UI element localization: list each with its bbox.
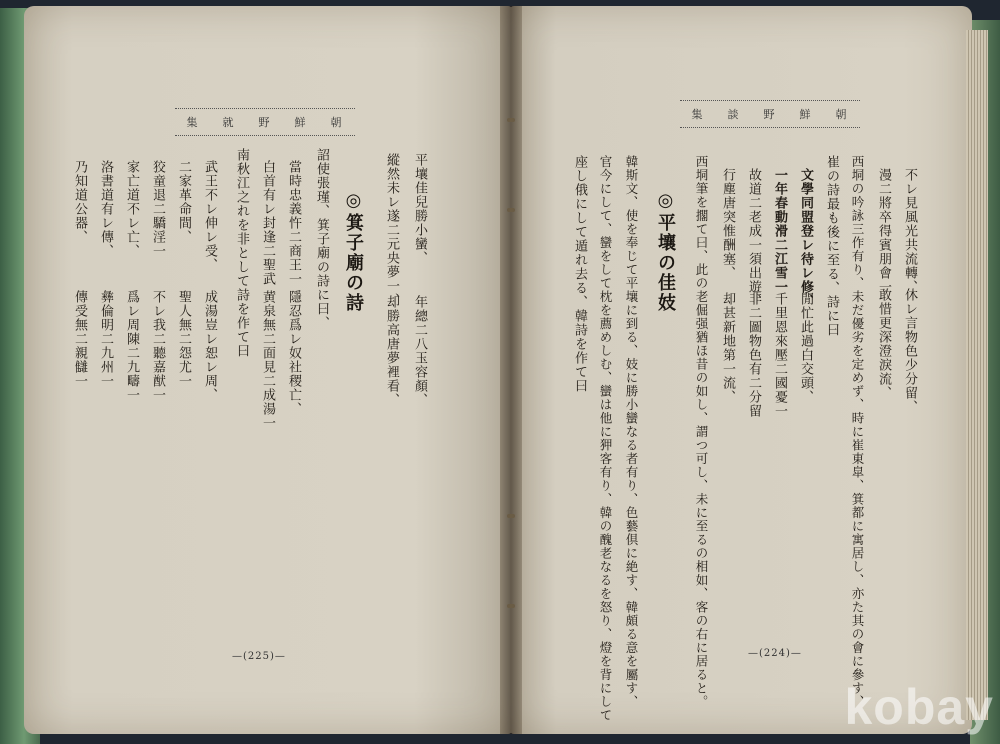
poem2-line: 乃知道公器、 (72, 160, 87, 244)
page-edges (966, 30, 988, 720)
binding-stitch (507, 604, 515, 608)
prose-line: 西垌筆を擱て曰、此の老倔强猶ほ昔の如し、謂つ可し、未に至るの相如、客の右に居ると。 (694, 155, 709, 709)
header-char: 鮮 (799, 108, 813, 121)
right-running-header (680, 100, 860, 128)
poem2-line: 二家革命間、 (176, 160, 191, 244)
header-char: 談 (727, 108, 741, 121)
right-page-number: —(224)— (748, 648, 802, 659)
binding-stitch (507, 118, 515, 122)
poem2-line: 武王不レ伸レ受、 (202, 160, 217, 272)
poem-line: 一年春動滑二江雪一 (772, 168, 787, 294)
poem2-line: 彝倫明二九州一 (98, 290, 113, 388)
poem-line: 閒忙此過白交頭、 (798, 292, 813, 404)
poem2-line: 成湯豈レ恕レ周、 (202, 290, 217, 402)
poem-line: 非二圖物色有二分留 (746, 292, 761, 418)
poem-line: 文學同盟登レ待レ修、 (798, 168, 813, 308)
poem2-line: 爲レ周陳二九疇一 (124, 290, 139, 402)
header-char: 就 (222, 116, 236, 129)
header-char: 鮮 (294, 116, 308, 129)
poem-line: 不レ見風光共流轉、 (902, 168, 917, 294)
poem2-line: 不レ我二聽嘉猷一 (150, 290, 165, 402)
header-char: 朝 (330, 116, 344, 129)
header-char: 集 (186, 116, 200, 129)
header-char: 野 (258, 116, 272, 129)
story-line: 座し俄にして遁れ去る、韓詩を作て曰 (572, 155, 587, 393)
poem-line: 漫二將卒得賓朋會一 (876, 168, 891, 294)
book-gutter (500, 6, 522, 734)
poem-line: 當時忠義忤二商王一 (286, 160, 301, 286)
poem-line: 休レ言物色少分留、 (902, 288, 917, 414)
binding-stitch (507, 208, 515, 212)
prose-line: 崔の詩最も後に至る、詩に曰 (824, 155, 839, 337)
prose-line: 詔使張瑾、箕子廟の詩に曰、 (314, 148, 329, 330)
header-char: 野 (763, 108, 777, 121)
section-title-pyongyang-gisaeng: ◎平壤の佳妓 (655, 190, 676, 313)
poem2-line: 聖人無二怨尤一 (176, 290, 191, 388)
poem2-line: 狡童退二驕淫一 (150, 160, 165, 258)
header-char: 朝 (835, 108, 849, 121)
poem-line: 白首有レ封逢二聖武一 (260, 160, 275, 300)
poem2-line: 洛書道有レ傳、 (98, 160, 113, 258)
poem1-line: 縱然未レ遂二元央夢一、 (384, 153, 399, 307)
poem-line: 千里恩來壓二國憂一 (772, 292, 787, 418)
poem1-line: 却勝高唐夢裡看、 (384, 295, 399, 407)
poem-line: 黄泉無二面見二成湯一 (260, 290, 275, 430)
story-line: 韓斯文、使を奉じて平壤に到る、妓に勝小蠻なる者有り、色藝倶に絶す、韓頗る意を屬す、 (624, 155, 639, 709)
left-page-number: —(225)— (232, 651, 286, 662)
prose-line: 南秋江之れを非として詩を作て曰 (234, 148, 249, 358)
poem-line: 敢惜更深澄淚流、 (876, 288, 891, 400)
left-running-header (175, 108, 355, 136)
poem-line: 行塵唐突惟酬塞、 (720, 168, 735, 280)
section-title-kishi-shrine: ◎箕子廟の詩 (343, 190, 364, 313)
header-char: 集 (691, 108, 705, 121)
poem2-line: 家亡道不レ亡、 (124, 160, 139, 258)
poem-line: 却甚新地第一流、 (720, 292, 735, 404)
prose-line: 西垌の吟詠三作有り、未だ優劣を定めず、時に崔東皐、箕都に寓居し、亦た其の會に參す、 (850, 155, 865, 709)
poem1-line: 年總二八玉容顏、 (412, 295, 427, 407)
poem2-line: 傳受無二親讎一 (72, 290, 87, 388)
poem1-line: 平壤佳兒勝小蠻、 (412, 153, 427, 265)
kobay-watermark: kobay (844, 679, 994, 735)
poem-line: 故道二老成一須出遊、 (746, 168, 761, 308)
story-line: 官今にして、蠻をして枕を薦めしむ、蠻は他に狎客有り、韓の醜老なるを怒り、燈を背にして (598, 155, 613, 722)
poem-line: 隱忍爲レ奴社稷亡、 (286, 290, 301, 416)
binding-stitch (507, 514, 515, 518)
